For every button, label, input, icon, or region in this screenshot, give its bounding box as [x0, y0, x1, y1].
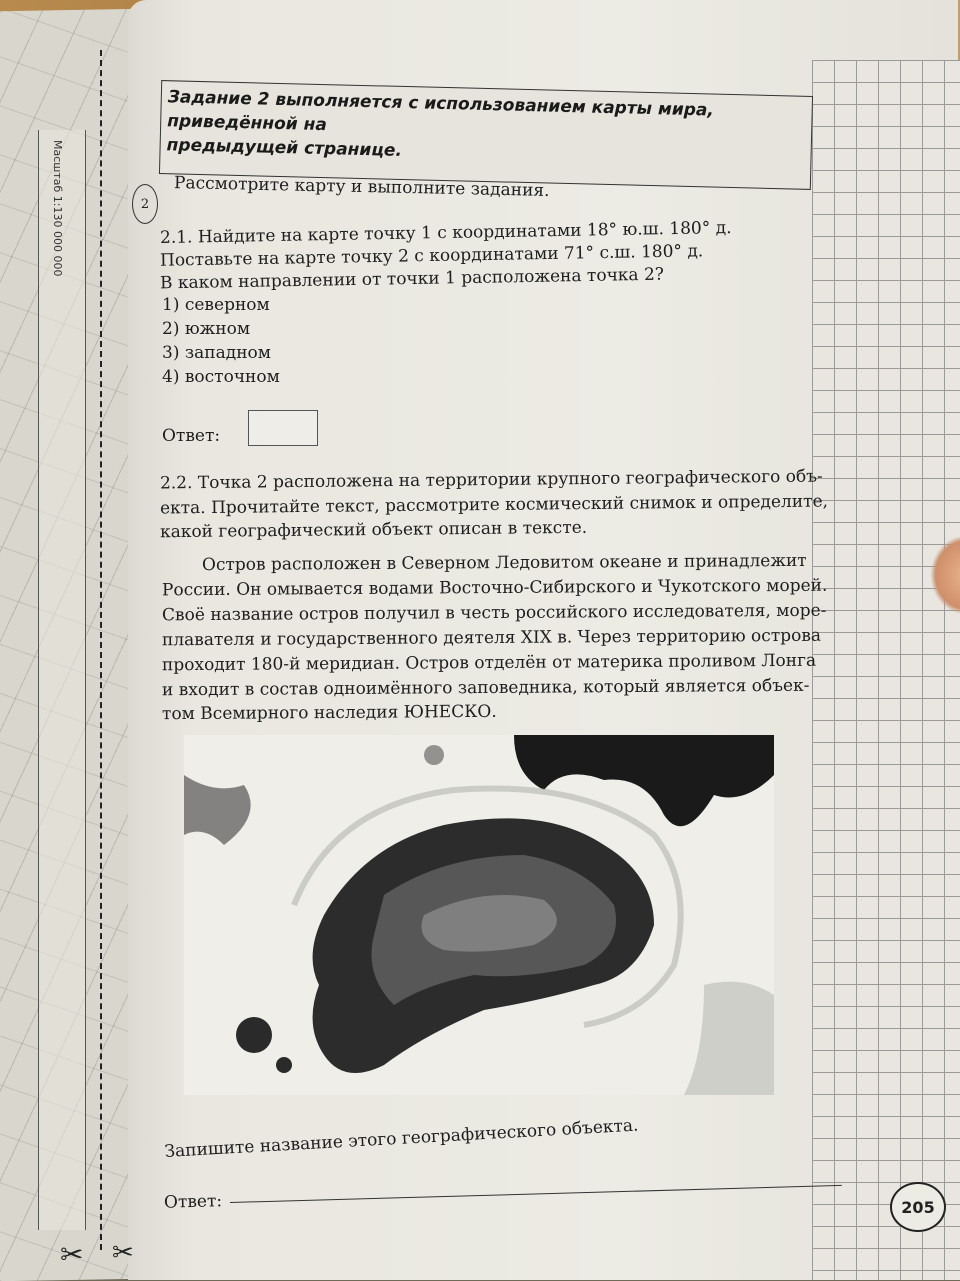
answer-label: Ответ: — [162, 426, 221, 446]
paragraph-line: и входит в состав одноимённого заповедника, который является объек- — [161, 675, 810, 701]
answer-box[interactable] — [248, 410, 318, 446]
option-3: 3) западном — [162, 343, 271, 363]
answer-label-2: Ответ: — [163, 1191, 223, 1213]
answer-line-field[interactable] — [230, 1185, 842, 1203]
q21-line-3: В каком направлении от точки 1 расположена точка 2? — [159, 264, 665, 294]
paragraph-line: том Всемирного наследия ЮНЕСКО. — [161, 701, 497, 725]
paragraph-line: Своё название остров получил в честь российского исследователя, море- — [161, 600, 827, 626]
write-prompt: Запишите название этого географического объекта. — [164, 1115, 639, 1162]
paragraph-line: России. Он омывается водами Восточно-Сибирского и Чукотского морей. — [161, 575, 828, 601]
q22-line-2: екта. Прочитайте текст, рассмотрите космический снимок и определите, — [159, 491, 829, 519]
q21-line-2: Поставьте на карте точку 2 с координатами 71° с.ш. 180° д. — [159, 241, 704, 271]
page-number: 205 — [890, 1182, 946, 1232]
paragraph-line: плавателя и государственного деятеля XIX в. Через территорию острова — [161, 625, 822, 651]
option-4: 4) восточном — [162, 367, 280, 387]
option-1: 1) северном — [162, 295, 270, 315]
q22-line-1: 2.2. Точка 2 расположена на территории крупного географического объ- — [159, 466, 823, 494]
q21-line-1: 2.1. Найдите на карте точку 1 с координатами 18° ю.ш. 180° д. — [159, 218, 732, 248]
map-scale-label: Масштаб 1:130 000 000 — [51, 140, 64, 277]
paragraph-line: проходит 180-й меридиан. Остров отделён от материка проливом Лонга — [161, 650, 817, 676]
task-number-badge: 2 — [132, 184, 158, 224]
satellite-image — [184, 735, 774, 1095]
scissors-icon: ✂ — [60, 1238, 84, 1271]
header-line-2: предыдущей странице. — [166, 135, 403, 161]
task-header-box — [159, 80, 813, 190]
scissors-icon: ✂ — [112, 1238, 134, 1268]
task-intro: Рассмотрите карту и выполните задания. — [173, 173, 550, 201]
q22-line-3: какой географический объект описан в тексте. — [159, 517, 588, 543]
header-line-1: Задание 2 выполняется с использованием карты мира, приведённой на — [166, 87, 715, 136]
option-2: 2) южном — [162, 319, 251, 339]
paragraph-line: Остров расположен в Северном Ледовитом океане и принадлежит — [201, 550, 807, 576]
